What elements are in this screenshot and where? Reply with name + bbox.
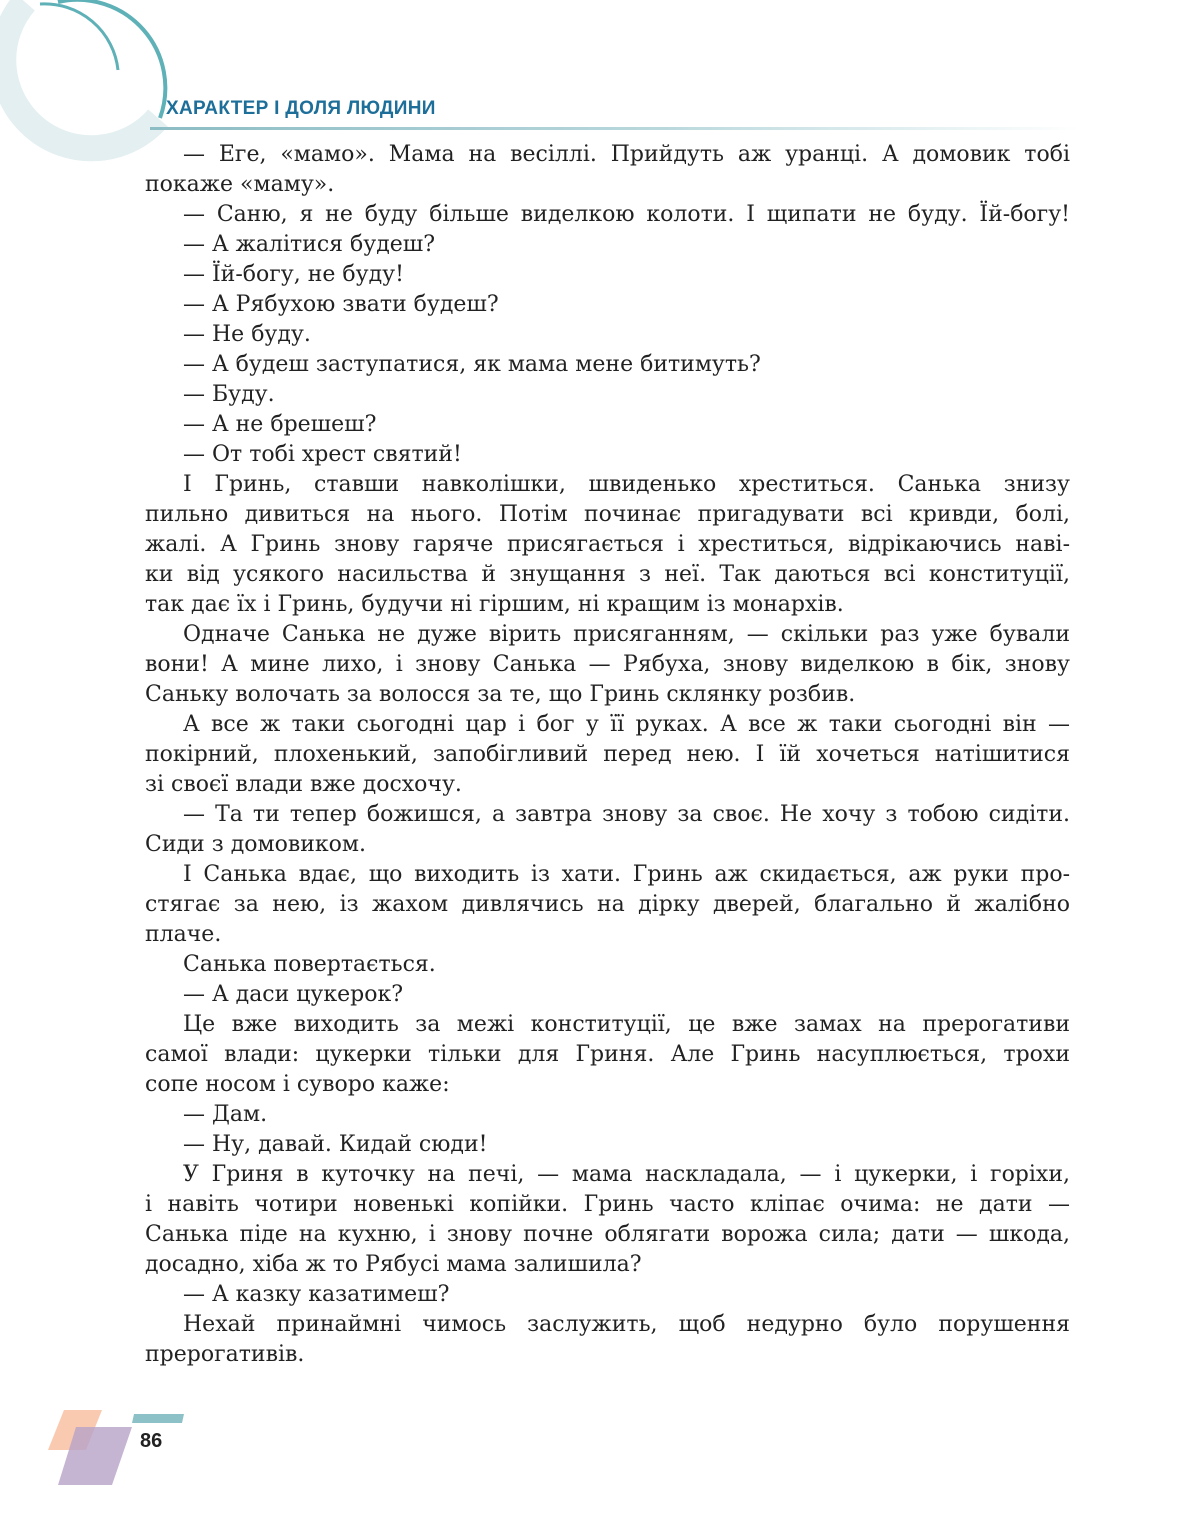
text-line: — Та ти тепер божишся, а завтра знову за своє. Не хочу з тобою сидіти. xyxy=(183,802,1070,827)
text-line: І Гринь, ставши навколішки, швиденько хреститься. Санька знизу xyxy=(183,472,1070,497)
chapter-title: ХАРАКТЕР І ДОЛЯ ЛЮДИНИ xyxy=(166,98,436,119)
text-line: сопе носом і суворо каже: xyxy=(145,1072,450,1097)
text-line: Саньку волочать за волосся за те, що Гринь склянку розбив. xyxy=(145,682,856,707)
text-line: Сиди з домовиком. xyxy=(145,832,366,857)
text-line: Санька повертається. xyxy=(183,952,436,977)
text-line: покірний, плохенький, запобігливий перед нею. І їй хочеться натішитися xyxy=(145,742,1070,767)
text-line: — А казку казатимеш? xyxy=(183,1282,450,1307)
text-line: Це вже виходить за межі конституції, це вже замах на прерогативи xyxy=(183,1012,1070,1037)
text-line: — Буду. xyxy=(183,382,275,407)
text-line: зі своєї влади вже досхочу. xyxy=(145,772,462,797)
text-line: — Не буду. xyxy=(183,322,311,347)
text-line: — А даси цукерок? xyxy=(183,982,404,1007)
text-line: — А Рябухою звати будеш? xyxy=(183,292,499,317)
text-line: — Їй-богу, не буду! xyxy=(183,262,404,287)
text-line: досадно, хіба ж то Рябусі мама залишила? xyxy=(145,1252,642,1277)
text-line: самої влади: цукерки тільки для Гриня. Але Гринь насуплюється, трохи xyxy=(145,1042,1070,1067)
text-line: — От тобі хрест святий! xyxy=(183,442,462,467)
text-line: ки від усякого насильства й знущання з неї. Так даються всі конституції, xyxy=(145,562,1070,587)
text-line: — Еге, «мамо». Мама на весіллі. Прийдуть аж уранці. А домовик тобі xyxy=(183,142,1070,167)
text-line: жалі. А Гринь знову гаряче присягається і хреститься, відрікаючись наві- xyxy=(145,532,1070,557)
text-line: так дає їх і Гринь, будучи ні гіршим, ні кращим із монархів. xyxy=(145,592,844,617)
text-line: вони! А мине лихо, і знову Санька — Рябуха, знову виделкою в бік, знову xyxy=(145,652,1070,677)
text-line: — Саню, я не буду більше виделкою колоти. І щипати не буду. Їй-богу! xyxy=(183,202,1070,227)
text-line: і навіть чотири новенькі копійки. Гринь часто кліпає очима: не дати — xyxy=(145,1192,1070,1217)
page-number: 86 xyxy=(140,1430,163,1452)
text-line: стягає за нею, із жахом дивлячись на дірку дверей, благально й жалібно xyxy=(145,892,1070,917)
footer-corner-decoration xyxy=(0,1405,200,1495)
text-line: — А не брешеш? xyxy=(183,412,377,437)
text-line: У Гриня в куточку на печі, — мама наскладала, — і цукерки, і горіхи, xyxy=(183,1162,1070,1187)
text-line: — Ну, давай. Кидай сюди! xyxy=(183,1132,488,1157)
text-line: Одначе Санька не дуже вірить присяганням, — скільки раз уже бували xyxy=(183,622,1070,647)
text-line: Нехай принаймні чимось заслужить, щоб недурно було порушення xyxy=(183,1312,1070,1337)
text-line: пильно дивиться на нього. Потім починає пригадувати всі кривди, болі, xyxy=(145,502,1070,527)
text-line: покаже «маму». xyxy=(145,172,335,197)
text-line: — Дам. xyxy=(183,1102,268,1127)
text-line: А все ж таки сьогодні цар і бог у її руках. А все ж таки сьогодні він — xyxy=(183,712,1070,737)
text-line: І Санька вдає, що виходить із хати. Гринь аж скидається, аж руки про- xyxy=(183,862,1070,887)
text-line: плаче. xyxy=(145,922,222,947)
text-line: — А будеш заступатися, як мама мене битимуть? xyxy=(183,352,761,377)
text-line: прерогативів. xyxy=(145,1342,305,1367)
text-line: — А жалітися будеш? xyxy=(183,232,436,257)
text-line: Санька піде на кухню, і знову почне облягати ворожа сила; дати — шкода, xyxy=(145,1222,1070,1247)
